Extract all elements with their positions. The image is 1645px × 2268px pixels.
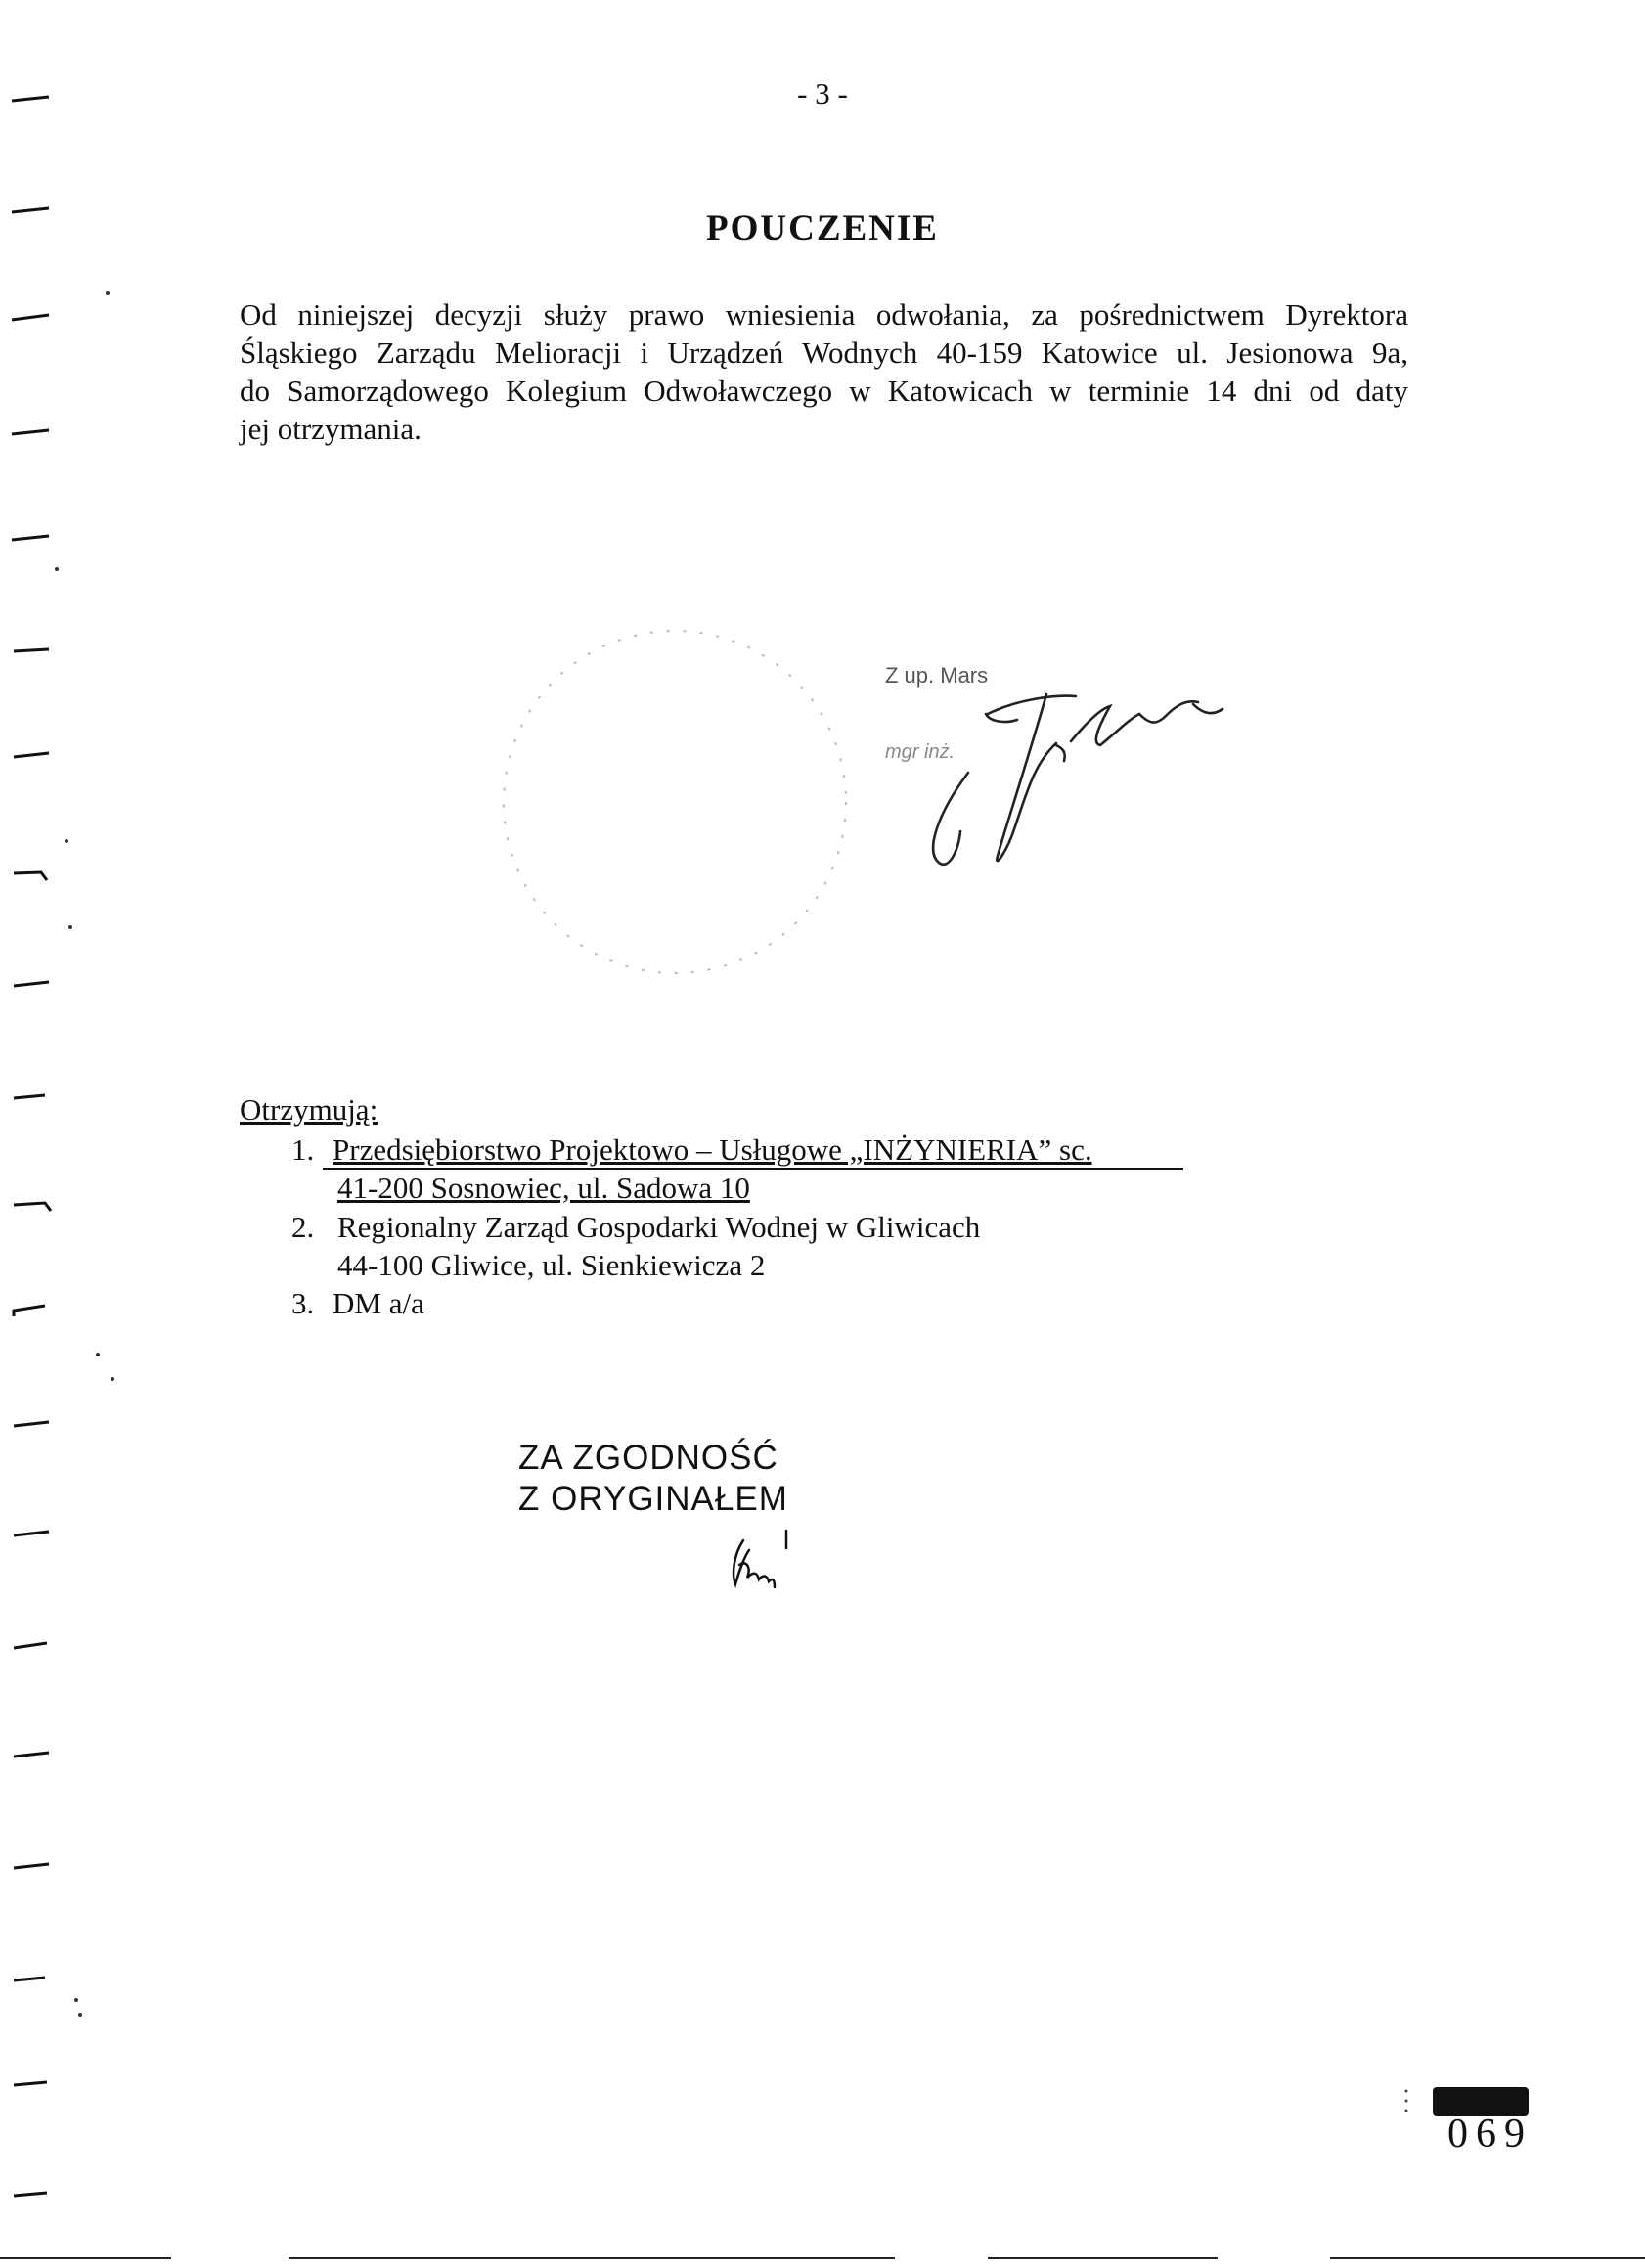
recipient-line: 41-200 Sosnowiec, ul. Sadowa 10 <box>337 1171 750 1205</box>
recipient-number: 2. <box>291 1210 315 1244</box>
paragraph-line: jej otrzymania. <box>240 412 422 446</box>
instruction-paragraph <box>240 295 1408 448</box>
round-seal <box>489 606 861 998</box>
signature-stamp-line2: mgr inż. <box>885 741 956 763</box>
page-number: - 3 - <box>797 76 848 111</box>
recipient-number: 3. <box>291 1286 315 1320</box>
binder-marks <box>0 0 137 2268</box>
handwritten-signature <box>900 655 1291 890</box>
certification-stamp <box>518 1438 788 1520</box>
paragraph-line: Śląskiego Zarządu Melioracji i Urządzeń Wodnych 40-159 Katowice ul. Jesionowa 9a, <box>240 335 1408 370</box>
page-title: POUCZENIE <box>706 208 939 248</box>
recipients-title: Otrzymują: <box>240 1092 378 1127</box>
recipient-line: Regionalny Zarząd Gospodarki Wodnej w Gliwicach <box>337 1210 981 1244</box>
paragraph-line: Od niniejszej decyzji służy prawo wniesienia odwołania, za pośrednictwem Dyrektora <box>240 297 1408 332</box>
paragraph-line: do Samorządowego Kolegium Odwoławczego w Katowicach w terminie 14 dni od daty <box>240 374 1408 408</box>
certification-stamp-line2: Z ORYGINAŁEM <box>518 1480 788 1518</box>
recipient-line: DM a/a <box>333 1286 424 1320</box>
recipient-line: 44-100 Gliwice, ul. Sienkiewicza 2 <box>337 1248 766 1282</box>
certification-stamp-line1: ZA ZGODNOŚĆ <box>518 1439 778 1477</box>
underline-rule <box>323 1167 1183 1171</box>
signature-stamp-line1: Z up. Mars <box>885 663 989 688</box>
initials-signature <box>714 1521 822 1604</box>
sheet-number: 069 <box>1447 2112 1533 2157</box>
bottom-edge-lines <box>0 2254 1645 2264</box>
recipient-number: 1. <box>291 1133 315 1167</box>
recipient-line: Przedsiębiorstwo Projektowo – Usługowe „INŻYNIERIA” sc. <box>333 1133 1092 1167</box>
